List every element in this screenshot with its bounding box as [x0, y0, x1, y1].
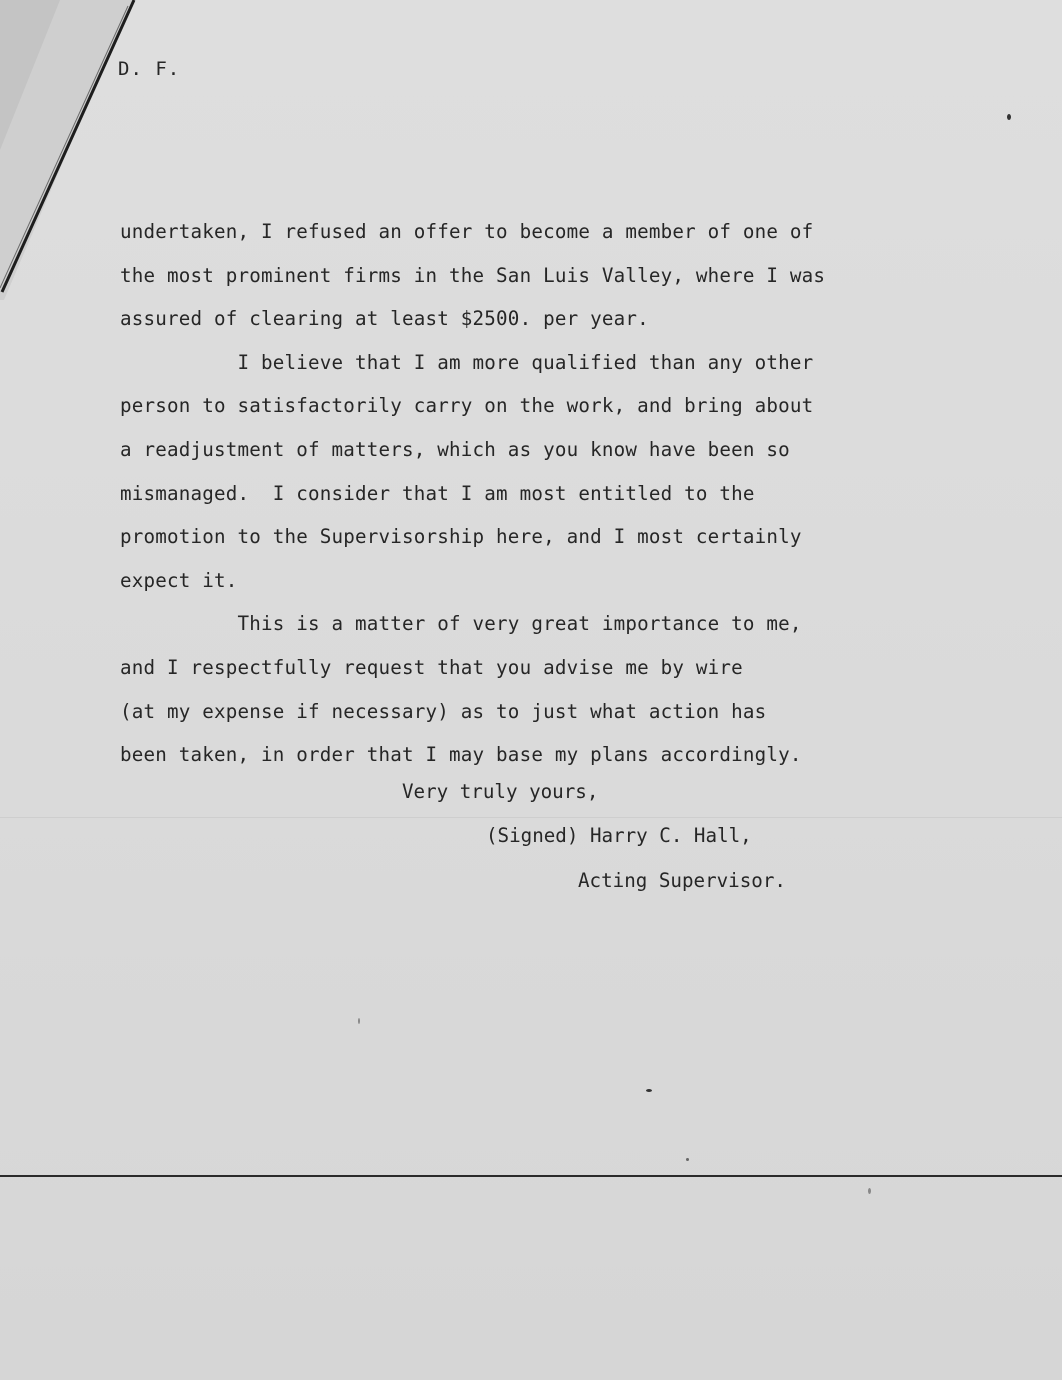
body-line: expect it.	[120, 568, 238, 592]
ink-speck	[868, 1188, 871, 1194]
body-line: person to satisfactorily carry on the work, and bring about	[120, 394, 814, 418]
letter-body	[120, 210, 950, 777]
body-line: mismanaged. I consider that I am most entitled to the	[120, 481, 755, 505]
body-line: promotion to the Supervisorship here, and I most certainly	[120, 525, 802, 549]
ink-speck	[358, 1018, 360, 1024]
signer-title: Acting Supervisor.	[578, 869, 786, 892]
body-line: (at my expense if necessary) as to just what action has	[120, 699, 767, 723]
body-line: and I respectfully request that you advise me by wire	[120, 655, 743, 679]
page-bottom-rule	[0, 1175, 1062, 1177]
closing-salutation: Very truly yours,	[402, 780, 599, 803]
body-line: assured of clearing at least $2500. per year.	[120, 307, 649, 331]
faint-guide-line	[0, 817, 1062, 818]
body-line: I believe that I am more qualified than any other	[120, 350, 814, 374]
ink-speck	[1007, 114, 1011, 120]
body-line: the most prominent firms in the San Luis Valley, where I was	[120, 263, 826, 287]
body-line: This is a matter of very great importance to me,	[120, 612, 802, 636]
ink-speck	[646, 1089, 652, 1092]
signature-line: (Signed) Harry C. Hall,	[486, 824, 752, 847]
folded-page-edge	[0, 0, 140, 320]
body-line: undertaken, I refused an offer to become a member of one of	[120, 220, 814, 243]
body-line: a readjustment of matters, which as you know have been so	[120, 437, 790, 461]
letter-header: D. F.	[118, 58, 181, 80]
ink-speck	[686, 1158, 689, 1161]
body-line: been taken, in order that I may base my plans accordingly.	[120, 743, 802, 767]
